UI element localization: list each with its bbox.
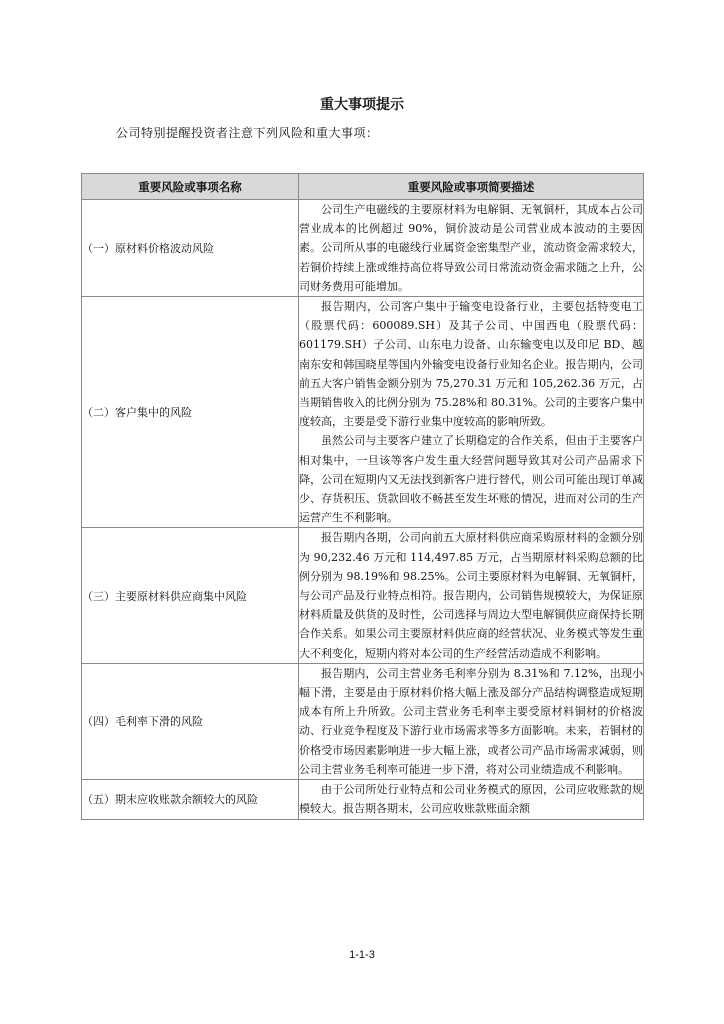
risk-name: （四）毛利率下滑的风险: [82, 663, 299, 779]
table-row: [82, 780, 644, 819]
risk-description: [299, 200, 644, 297]
risk-description: [299, 663, 644, 779]
page-number: 1-1-3: [349, 949, 375, 961]
risk-description: [299, 780, 644, 819]
description-paragraph: 公司生产电磁线的主要原材料为电解铜、无氧铜杆，其成本占公司营业成本的比例超过 90%，铜价波动是公司营业成本波动的主要因素。公司所从事的电磁线行业属资金密集型产业，流动资金需求较大，若铜价持续上涨或维持高位将导致公司日常流动资金需求随之上升，公司财务费用可能增加。: [299, 203, 643, 293]
risk-name: （五）期末应收账款余额较大的风险: [82, 780, 299, 819]
table-header-row: [82, 174, 644, 200]
table-row: [82, 528, 644, 663]
intro-text: 公司特别提醒投资者注意下列风险和重大事项：: [116, 126, 379, 140]
column-header-name: 重要风险或事项名称: [82, 174, 299, 200]
risk-name: （一）原材料价格波动风险: [82, 200, 299, 297]
table-row: [82, 663, 644, 779]
table-row: [82, 297, 644, 528]
risk-table: [81, 173, 644, 820]
description-paragraph: 报告期内，公司主营业务毛利率分别为 8.31%和 7.12%，出现小幅下滑，主要是由于原材料价格大幅上涨及部分产品结构调整造成短期成本有所上升所致。公司主营业务毛利率主要受原材料铜材的价格波动、行业竞争程度及下游行业市场需求等多方面影响。未来，若铜材的价格受市场因素影响进一步大幅上涨，或者公司产品市场需求减弱，则公司主营业务毛利率可能进一步下滑，将对公司业绩造成不利影响。: [299, 666, 643, 776]
column-header-desc: 重要风险或事项简要描述: [299, 174, 644, 200]
description-paragraph: 报告期内各期，公司向前五大原材料供应商采购原材料的金额分别为 90,232.46 万元和 114,497.85 万元，占当期原材料采购总额的比例分别为 98.19%和 98.25%。公司主要原材料为电解铜、无氧铜杆，与公司产品及行业特点相符。报告期内，公司销售规模较大，为保证原材料质量及供货的及时性，公司选择与周边大型电解铜供应商保持长期合作关系。如果公司主要原材料供应商的经营状况、业务模式等发生重大不利变化，短期内将对本公司的生产经营活动造成不利影响。: [299, 531, 643, 660]
description-paragraph: 由于公司所处行业特点和公司业务模式的原因，公司应收账款的规模较大。报告期各期末，公司应收账款账面余额: [299, 783, 643, 816]
risk-description: [299, 528, 644, 663]
risk-name: （二）客户集中的风险: [82, 297, 299, 528]
risk-description: [299, 297, 644, 528]
risk-name: （三）主要原材料供应商集中风险: [82, 528, 299, 663]
table-row: [82, 200, 644, 297]
description-paragraph: 虽然公司与主要客户建立了长期稳定的合作关系，但由于主要客户相对集中，一旦该等客户发生重大经营问题导致其对公司产品需求下降，公司在短期内又无法找到新客户进行替代，则公司可能出现订单减少、存货积压、货款回收不畅甚至发生坏账的情况，进而对公司的生产运营产生不利影响。: [299, 434, 643, 525]
page-title: 重大事项提示: [320, 97, 404, 113]
description-paragraph: 报告期内，公司客户集中于输变电设备行业，主要包括特变电工（股票代码：600089.SH）及其子公司、中国西电（股票代码：601179.SH）子公司、山东电力设备、山东输变电以及印尼 BD、越南东安和韩国晓星等国内外输变电设备行业知名企业。报告期内，公司前五大客户销售金额分别为 75,270.31 万元和 105,262.36 万元，占当期销售收入的比例分别为 75.28%和 80.31%。公司的主要客户集中度较高，主要是受下游行业集中度较高的影响所致。: [299, 300, 643, 429]
